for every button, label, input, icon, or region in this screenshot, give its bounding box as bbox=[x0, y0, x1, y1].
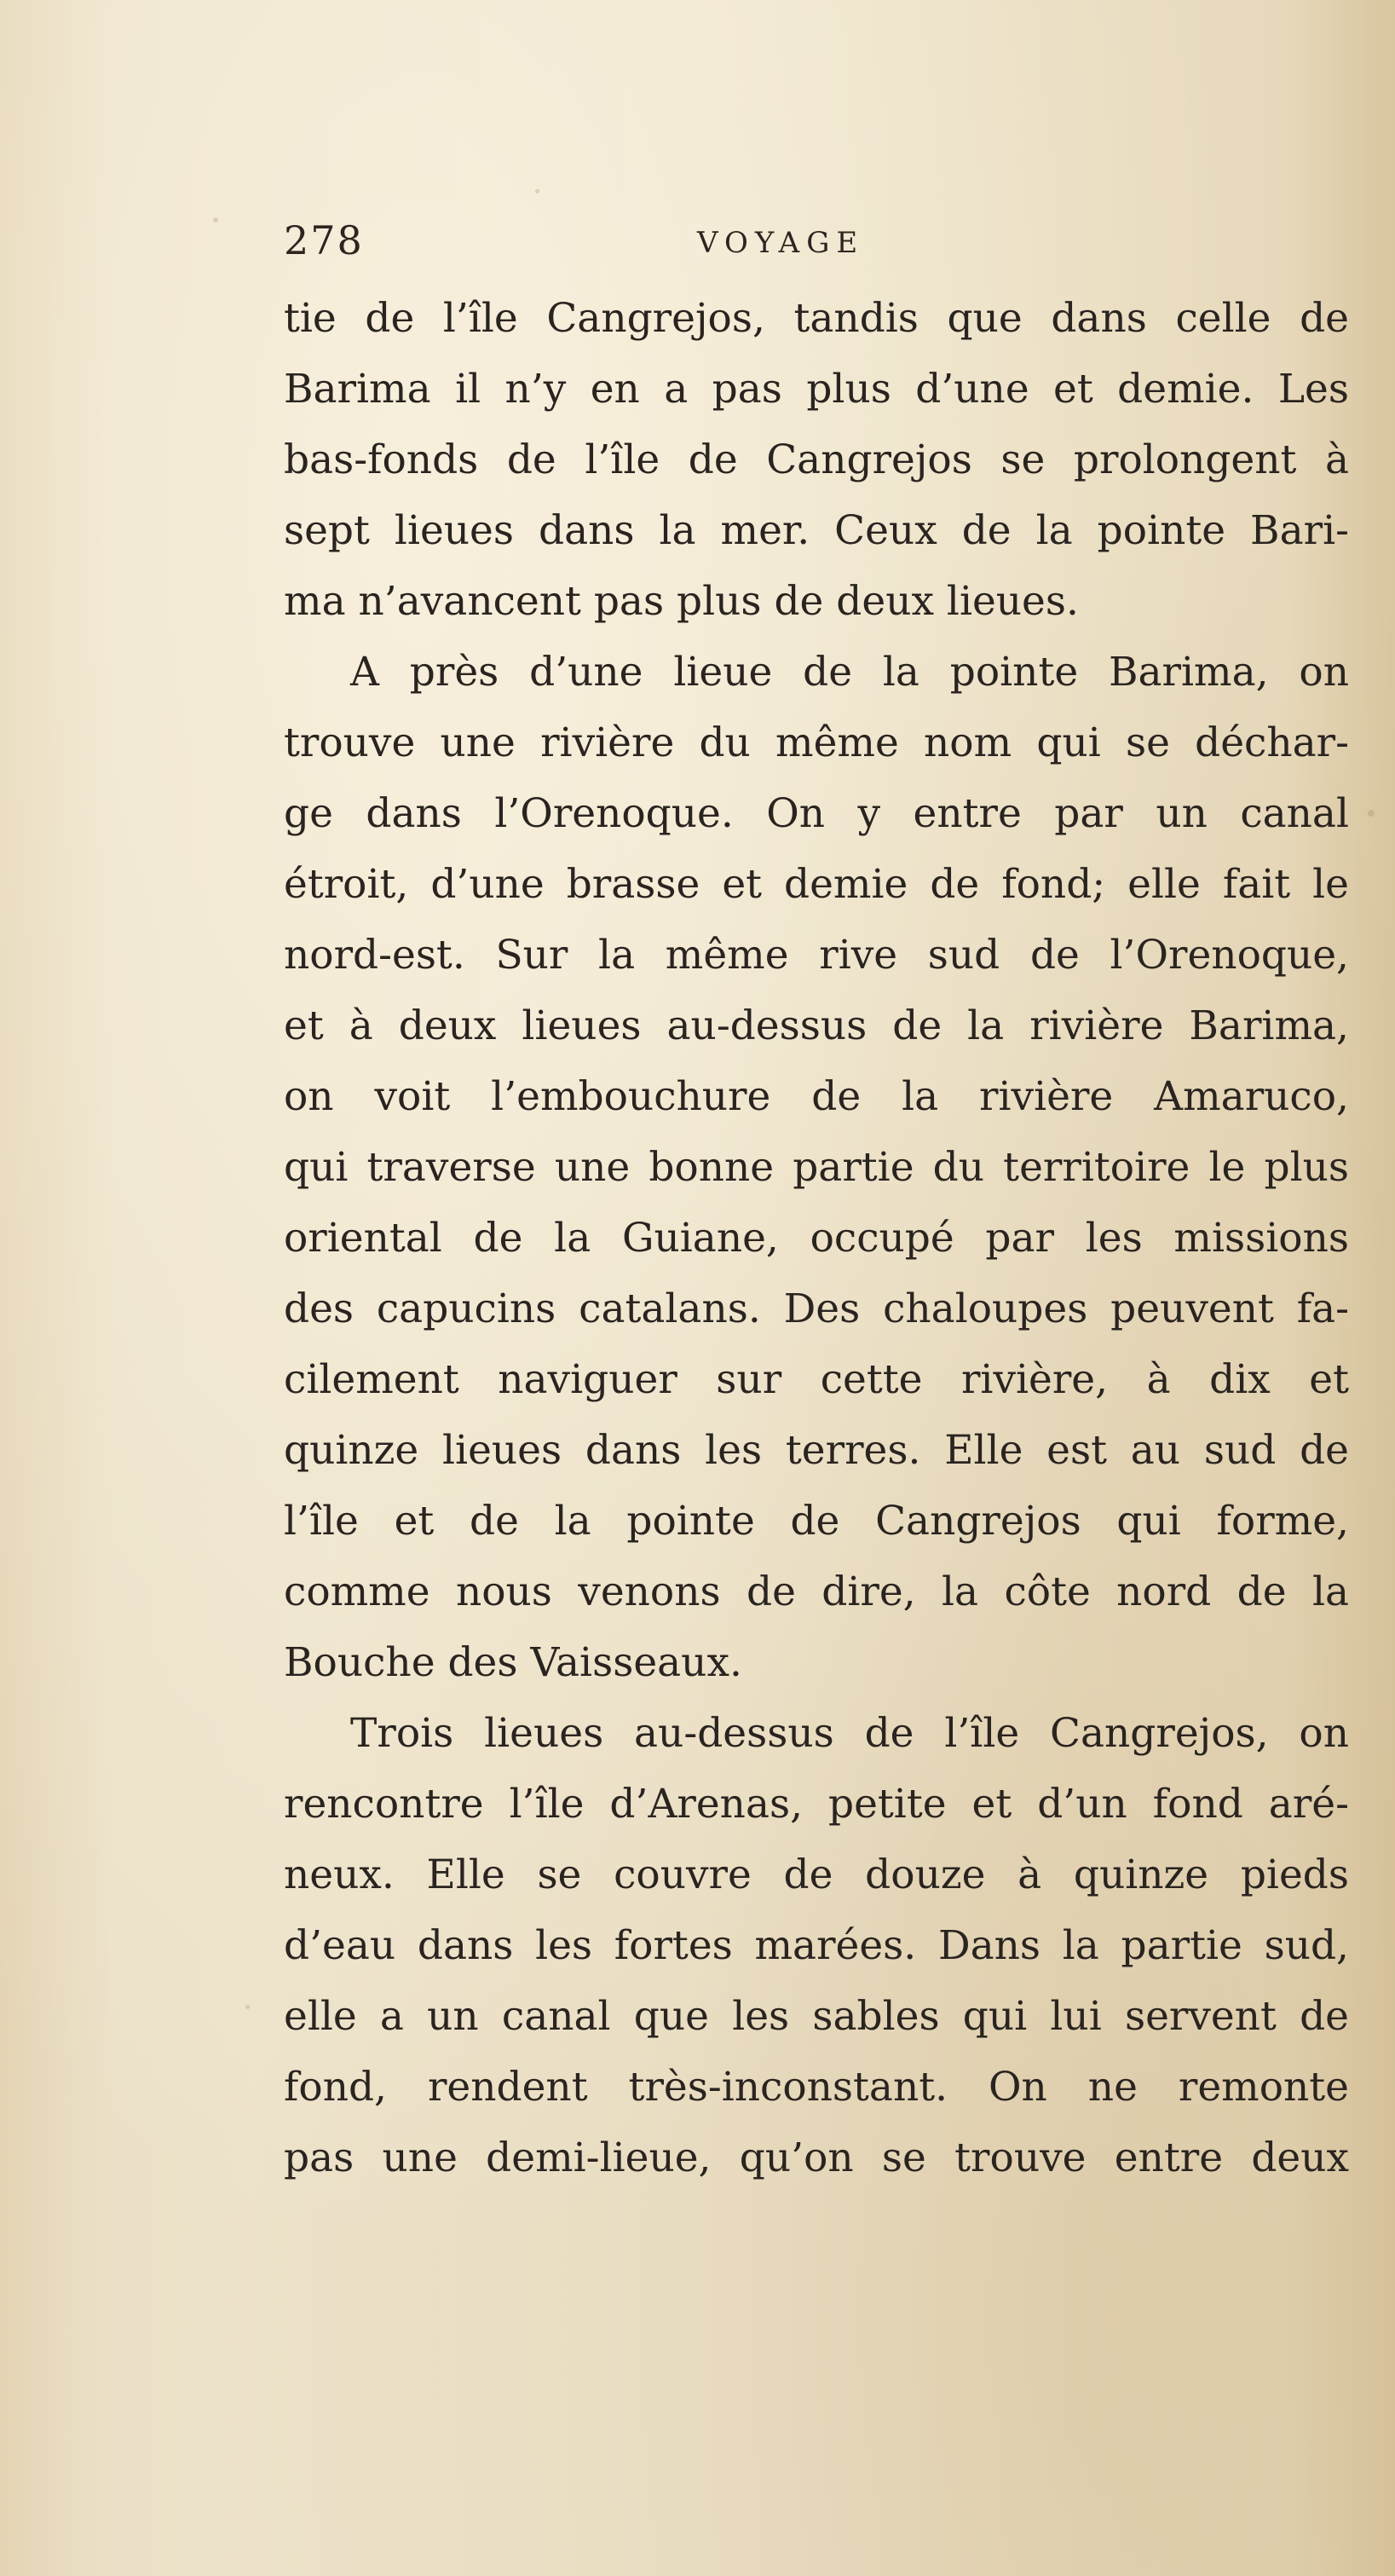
text-line: Bouche des Vaisseaux. bbox=[284, 1639, 742, 1686]
paper-stain bbox=[535, 189, 539, 193]
text-line: Barima il n’y en a pas plus d’une et demie. Les bbox=[284, 366, 1349, 413]
text-line: ma n’avancent pas plus de deux lieues. bbox=[284, 578, 1079, 625]
text-line: qui traverse une bonne partie du territoire le plus bbox=[284, 1144, 1349, 1191]
paper-stain bbox=[245, 2005, 250, 2009]
text-line: neux. Elle se couvre de douze à quinze pieds bbox=[284, 1851, 1349, 1898]
text-line: étroit, d’une brasse et demie de fond; elle fait le bbox=[284, 861, 1349, 908]
text-line: pas une demi-lieue, qu’on se trouve entre deux bbox=[284, 2134, 1349, 2181]
text-line: oriental de la Guiane, occupé par les missions bbox=[284, 1215, 1349, 1262]
text-line: sept lieues dans la mer. Ceux de la pointe Bari- bbox=[284, 507, 1349, 554]
text-line: des capucins catalans. Des chaloupes peuvent fa- bbox=[284, 1285, 1349, 1332]
text-line: elle a un canal que les sables qui lui servent de bbox=[284, 1993, 1349, 2040]
page-number: 278 bbox=[284, 217, 364, 263]
page-header bbox=[284, 217, 1323, 269]
text-line: cilement naviguer sur cette rivière, à dix et bbox=[284, 1356, 1349, 1403]
text-line: ge dans l’Orenoque. On y entre par un canal bbox=[284, 790, 1349, 837]
text-line: bas-fonds de l’île de Cangrejos se prolongent à bbox=[284, 436, 1349, 483]
text-line: nord-est. Sur la même rive sud de l’Orenoque, bbox=[284, 932, 1349, 979]
running-title: VOYAGE bbox=[697, 226, 865, 260]
text-line: comme nous venons de dire, la côte nord de la bbox=[284, 1568, 1349, 1615]
text-line: l’île et de la pointe de Cangrejos qui forme, bbox=[284, 1498, 1349, 1545]
text-line: tie de l’île Cangrejos, tandis que dans celle de bbox=[284, 295, 1349, 342]
body-text bbox=[284, 283, 1349, 2193]
text-line: fond, rendent très-inconstant. On ne remonte bbox=[284, 2064, 1349, 2111]
text-line: d’eau dans les fortes marées. Dans la partie sud, bbox=[284, 1922, 1349, 1969]
text-line: trouve une rivière du même nom qui se déchar- bbox=[284, 719, 1349, 766]
paper-stain bbox=[213, 217, 218, 222]
text-line: quinze lieues dans les terres. Elle est au sud de bbox=[284, 1427, 1349, 1474]
text-line: et à deux lieues au-dessus de la rivière Barima, bbox=[284, 1002, 1349, 1049]
paper-stain bbox=[1368, 810, 1375, 817]
text-line: A près d’une lieue de la pointe Barima, on bbox=[350, 649, 1349, 696]
text-line: Trois lieues au-dessus de l’île Cangrejos, on bbox=[350, 1710, 1349, 1757]
text-line: rencontre l’île d’Arenas, petite et d’un fond aré- bbox=[284, 1781, 1349, 1828]
text-line: on voit l’embouchure de la rivière Amaruco, bbox=[284, 1073, 1349, 1120]
